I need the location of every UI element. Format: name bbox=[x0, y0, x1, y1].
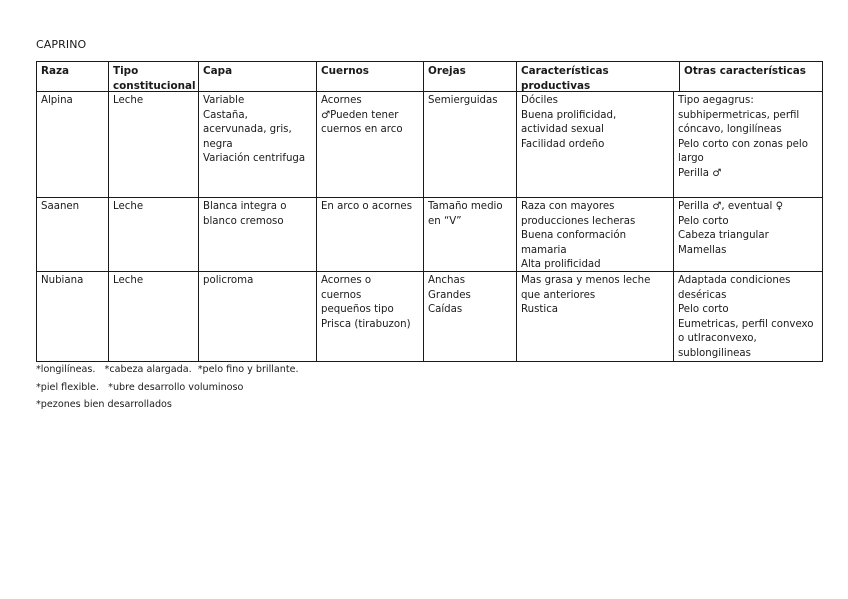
caprino-table bbox=[36, 61, 823, 362]
cell-raza: Nubiana bbox=[41, 275, 84, 286]
cell-orejas: Anchas Grandes Caídas bbox=[423, 272, 516, 361]
cell-caracteristicas-productivas: Raza con mayores producciones lecheras Buena conformación mamaria Alta prolificidad bbox=[516, 198, 673, 271]
cell-caracteristicas-productivas: Mas grasa y menos leche que anteriores Rustica bbox=[516, 272, 673, 361]
table-row bbox=[36, 92, 823, 198]
footnote-line: *longilíneas. *cabeza alargada. *pelo fino y brillante. bbox=[36, 364, 299, 375]
cell-tipo-constitucional: Leche bbox=[108, 92, 198, 197]
footnote-line: *piel flexible. *ubre desarrollo voluminoso bbox=[36, 381, 244, 393]
page-title: CAPRINO bbox=[36, 38, 87, 51]
cell-raza: Alpina bbox=[41, 95, 73, 106]
header-caracteristicas-productivas: Características productivas bbox=[516, 62, 679, 91]
cell-cuernos: Acornes ♂Pueden tener cuernos en arco bbox=[316, 92, 423, 197]
cell-cuernos: En arco o acornes bbox=[316, 198, 423, 271]
header-capa: Capa bbox=[198, 62, 316, 91]
footnotes bbox=[36, 361, 299, 414]
header-raza: Raza bbox=[41, 65, 70, 77]
header-cuernos: Cuernos bbox=[316, 62, 423, 91]
footnote-line: *pezones bien desarrollados bbox=[36, 399, 172, 411]
cell-orejas: Semierguidas bbox=[423, 92, 516, 197]
cell-orejas: Tamaño medio en “V” bbox=[423, 198, 516, 271]
cell-capa: Variable Castaña, acervunada, gris, negra Variación centrifuga bbox=[198, 92, 316, 197]
cell-cuernos: Acornes o cuernos pequeños tipo Prisca (tirabuzon) bbox=[316, 272, 423, 361]
cell-otras-caracteristicas: Perilla ♂, eventual ♀ Pelo corto Cabeza triangular Mamellas bbox=[673, 198, 822, 271]
cell-caracteristicas-productivas: Dóciles Buena prolificidad, actividad sexual Facilidad ordeño bbox=[516, 92, 673, 197]
table-row bbox=[36, 272, 823, 362]
cell-capa: Blanca integra o blanco cremoso bbox=[198, 198, 316, 271]
cell-raza: Saanen bbox=[41, 201, 80, 212]
cell-capa: policroma bbox=[198, 272, 316, 361]
header-otras-caracteristicas: Otras características bbox=[679, 62, 822, 91]
header-orejas: Orejas bbox=[423, 62, 516, 91]
cell-tipo-constitucional: Leche bbox=[108, 272, 198, 361]
cell-otras-caracteristicas: Tipo aegagrus: subhipermetricas, perfil cóncavo, longilíneas Pelo corto con zonas pelo largo Perilla ♂ bbox=[673, 92, 822, 197]
header-tipo-constitucional: Tipo constitucional bbox=[108, 62, 198, 91]
cell-otras-caracteristicas: Adaptada condiciones deséricas Pelo corto Eumetricas, perfil convexo o utlraconvexo, sublongilineas bbox=[673, 272, 822, 361]
cell-tipo-constitucional: Leche bbox=[108, 198, 198, 271]
table-row bbox=[36, 198, 823, 272]
table-header-row bbox=[36, 61, 823, 92]
